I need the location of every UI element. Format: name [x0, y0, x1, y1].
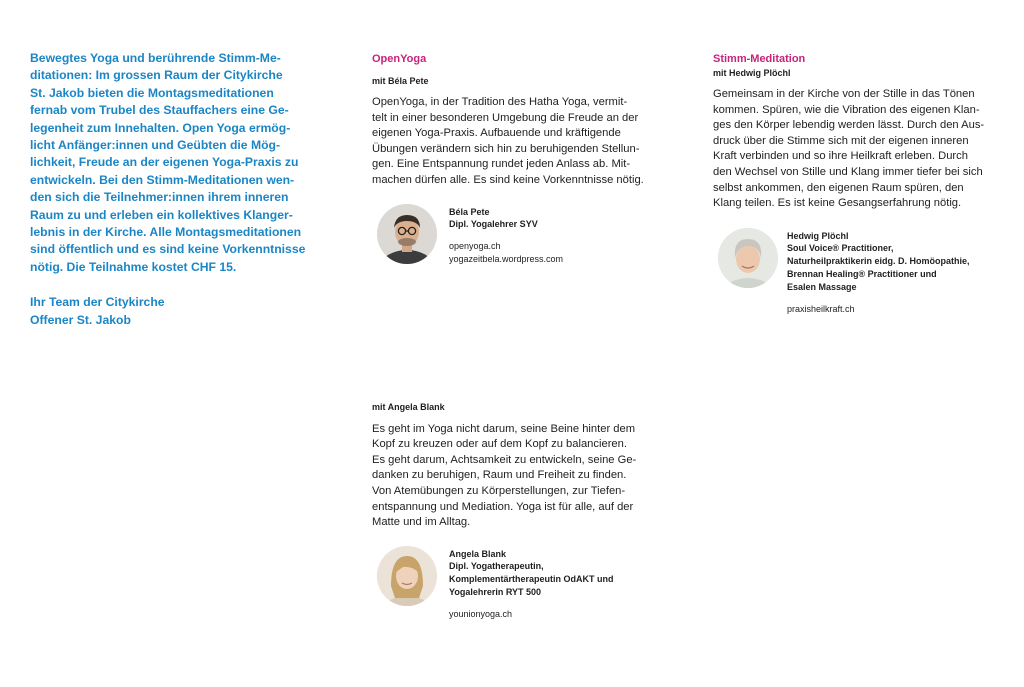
teacher-quals-bela: Dipl. Yogalehrer SYV [449, 218, 538, 229]
teacher-info-angela [449, 548, 669, 621]
teacher-links-hedwig [787, 303, 1007, 316]
teacher-links-bela [449, 240, 669, 266]
intro-paragraph: Bewegtes Yoga und berührende Stimm-Me- ditationen: Im grossen Raum der Citykirche St. Jakob bieten die Montagsmeditationen fernab vom Trubel des Stauffachers eine Ge- legenheit zum Innehalten. Open Yoga ermög- licht Anfänger:innen und Geübten die Mög- lichkeit, Freude an der eigenen Yoga-Praxis zu entwickeln. Bei den Stimm-Meditationen wen- den sich die Teilnehmer:innen ihrem inneren Raum zu und erleben ein kollektives Klanger- lebnis in der Kirche. Alle Montagsmeditationen sind öffentlich und es sind keine Vorkenntnisse nötig. Die Teilnahme kostet CHF 15. [30, 51, 306, 274]
stimm-byline: mit Hedwig Plöchl [713, 68, 791, 78]
teacher-quals-hedwig: Soul Voice® Practitioner, Naturheilpraktikerin eidg. D. Homöopathie, Brennan Healing® Practitioner und Esalen Massage [787, 242, 970, 292]
link-younionyoga[interactable]: younionyoga.ch [449, 608, 513, 619]
avatar-bela [377, 204, 437, 264]
openyoga-description-bela: OpenYoga, in der Tradition des Hatha Yoga, vermit- telt in einer besonderen Umgebung die Freude an der eigenen Yoga-Praxis. Aufbauende und kräftigende Übungen verändern sich hin zu beruhigenden Stellun- gen. Eine Entspannung rundet jeden Anlass ab. Mit- machen dürfen alle. Es sind keine Vorkenntnisse nötig. [372, 96, 644, 186]
teacher-info-hedwig [787, 230, 1007, 316]
teacher-info-bela [449, 206, 669, 266]
link-praxisheilkraft[interactable]: praxisheilkraft.ch [787, 303, 855, 314]
teacher-name-angela: Angela Blank [449, 548, 507, 559]
openyoga-column [372, 52, 662, 619]
link-yogazeitbela[interactable]: yogazeitbela.wordpress.com [449, 253, 564, 264]
openyoga-byline-angela: mit Angela Blank [372, 401, 445, 412]
teacher-name-hedwig: Hedwig Plöchl [787, 230, 849, 241]
openyoga-byline-bela: mit Béla Pete [372, 76, 429, 86]
teacher-profile-bela [372, 204, 662, 274]
teacher-name-bela: Béla Pete [449, 206, 490, 217]
openyoga-title: OpenYoga [372, 53, 427, 65]
stimm-description: Gemeinsam in der Kirche von der Stille in das Tönen kommen. Spüren, wie die Vibration des eigenen Klan- ges den Körper lebendig werden lässt. Durch den Aus- druck über die Stimme sich mit der eigenen inneren Kraft verbinden und so ihre Heilkraft erleben. Durch den Wechsel von Stille und Klang immer tiefer bei sich selbst ankommen, den eigenen Raum spüren, den Klang teilen. Es ist keine Gesangserfahrung nötig. [713, 88, 985, 210]
stimm-meditation-column [713, 52, 1003, 314]
teacher-links-angela [449, 608, 669, 621]
teacher-profile-hedwig [713, 228, 1003, 314]
avatar-hedwig [718, 228, 778, 288]
teacher-quals-angela: Dipl. Yogatherapeutin, Komplementärtherapeutin OdAKT und Yogalehrerin RYT 500 [449, 560, 614, 597]
intro-column [30, 50, 315, 329]
openyoga-description-angela: Es geht im Yoga nicht darum, seine Beine hinter dem Kopf zu kreuzen oder auf dem Kopf zu balancieren. Es geht darum, Achtsamkeit zu entwickeln, seine Ge- danken zu beruhigen, Raum und Freiheit zu finden. Von Atemübungen zu Körperstellungen, zur Tiefen- entspannung und Mediation. Yoga ist für alle, auf der Matte und im Alltag. [372, 422, 637, 529]
link-openyoga[interactable]: openyoga.ch [449, 240, 501, 251]
avatar-angela [377, 546, 437, 606]
stimm-meditation-title: Stimm-Meditation [713, 53, 806, 65]
teacher-profile-angela [372, 546, 662, 619]
intro-signoff: Ihr Team der Citykirche Offener St. Jakob [30, 295, 165, 327]
